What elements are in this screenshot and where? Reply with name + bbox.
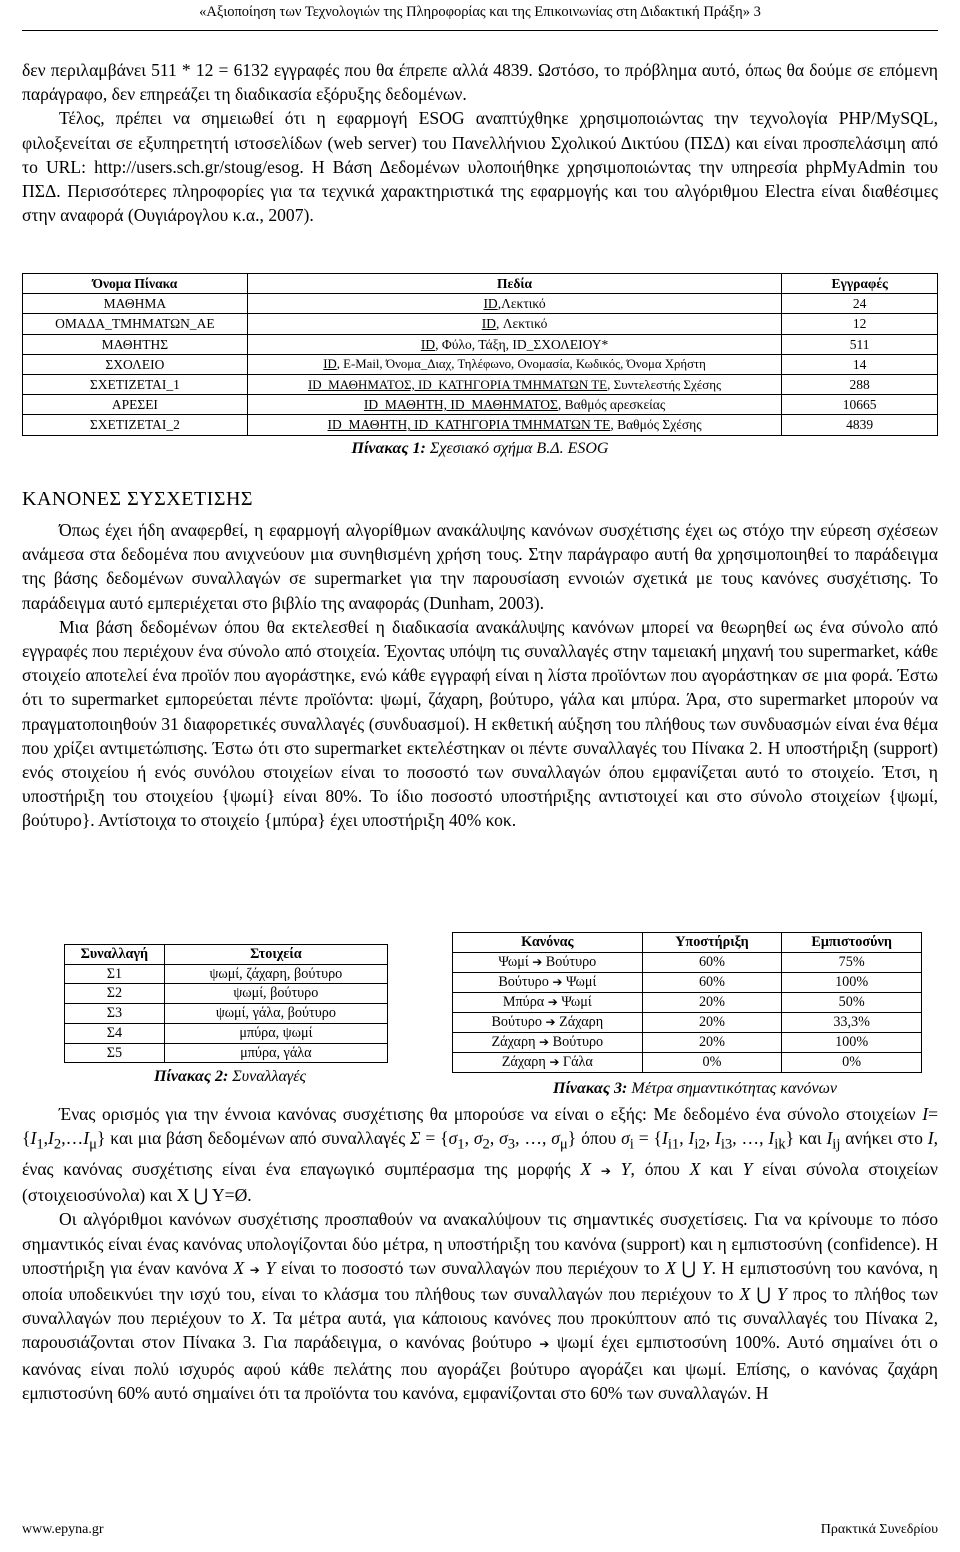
running-header: «Αξιοποίηση των Τεχνολογιών της Πληροφορίας και της Επικοινωνίας στη Διδακτική Πράξη» 3 [199, 4, 761, 20]
table-row [65, 964, 388, 984]
column-header: Κανόνας [453, 933, 643, 953]
transaction-cell: Σ5 [65, 1043, 165, 1063]
table-row [65, 984, 388, 1004]
table-name-cell: ΜΑΘΗΜΑ [23, 294, 248, 314]
records-cell: 12 [782, 314, 938, 334]
rule-consequent: Ψωμί [565, 974, 597, 990]
column-header: Στοιχεία [164, 945, 387, 965]
table-row [23, 375, 938, 395]
records-cell: 24 [782, 294, 938, 314]
rule-antecedent: Ψωμί [498, 954, 529, 970]
table-row [453, 993, 922, 1013]
arrow-right-icon: ➔ [549, 1055, 560, 1069]
other-fields: , Συντελεστής Σχέσης [607, 377, 722, 393]
primary-key: ID [420, 336, 436, 352]
fields-cell [247, 314, 782, 334]
primary-key: ID_ΜΑΘΗΤΗ, ID_ΜΑΘΗΜΑΤΟΣ [363, 397, 558, 413]
primary-key: ID_ΜΑΘΗΤΗ, ID_ΚΑΤΗΓΟΡΙΑ ΤΜΗΜΑΤΩΝ ΤΕ [327, 417, 611, 433]
rule-consequent: Βούτυρο [545, 954, 597, 970]
column-header: Εμπιστοσύνη [782, 933, 922, 953]
column-header: Όνομα Πίνακα [23, 274, 248, 294]
table-row [23, 415, 938, 435]
confidence-cell: 100% [782, 1033, 922, 1053]
measures-paragraph: Οι αλγόριθμοι κανόνων συσχέτισης προσπαθούν να ανακαλύψουν τις σημαντικές συσχετίσεις. Για να κρίνουμε το πόσο σημαντικός είναι ένας κανόνας υπολογίζονται δύο μέτρα, η υποστήριξη του κανόνα (support) και η εμπιστοσύνη (confidence). Η υποστήριξη για έναν κανόνα X ➔ Y είναι το ποσοστό των συναλλαγών που περιέχουν το X ⋃ Y. Η εμπιστοσύνη του κανόνα, η οποία υποδεικνύει την ισχύ του, είναι το κλάσμα του πλήθους των συναλλαγών που περιέχουν το X ⋃ Y προς το πλήθος των συναλλαγών που περιέχουν το X. Τα μέτρα αυτά, για κάποιους κανόνες που προκύπτουν από τις συναλλαγές του Πίνακα 2, παρουσιάζονται στον Πίνακα 3. Για παράδειγμα, ο κανόνας βούτυρο ➔ ψωμί έχει εμπιστοσύνη 100%. Αυτό σημαίνει ότι ο κανόνας είναι πολύ ισχυρός αφού κάθε πελάτης που αγοράζει βούτυρο αγοράζει και ψωμί. Επίσης, ο κανόνας ζαχάρη εμπιστοσύνη 60% αυτό σημαίνει ότι τα προϊόντα του κανόνα, εμφανίζονται στο 60% των συναλλαγών. Η [22, 1209, 939, 1403]
rule-antecedent: Βούτυρο [491, 1014, 542, 1030]
table-row [65, 1004, 388, 1024]
items-cell: ψωμί, γάλα, βούτυρο [164, 1004, 387, 1024]
confidence-cell: 75% [782, 953, 922, 973]
column-header: Υποστήριξη [642, 933, 782, 953]
table-name-cell: ΜΑΘΗΤΗΣ [23, 334, 248, 354]
column-header: Συναλλαγή [65, 945, 165, 965]
table-row [453, 1053, 922, 1073]
support-cell: 60% [642, 953, 782, 973]
table-row [65, 1043, 388, 1063]
caption-label: Πίνακας 3: [553, 1080, 628, 1097]
items-cell: μπύρα, γάλα [164, 1043, 387, 1063]
rule-consequent: Γάλα [562, 1054, 593, 1070]
rule-consequent: Ζάχαρη [559, 1014, 604, 1030]
caption-text: Συναλλαγές [228, 1068, 307, 1085]
table-1-caption [22, 440, 938, 458]
table-name-cell: ΟΜΑΔΑ_ΤΜΗΜΑΤΩΝ_ΑΕ [23, 314, 248, 334]
rule-cell [453, 993, 643, 1013]
table-row [23, 354, 938, 374]
caption-text: Σχεσιακό σχήμα Β.Δ. ESOG [425, 440, 609, 457]
support-cell: 20% [642, 1033, 782, 1053]
paragraph: Όπως έχει ήδη αναφερθεί, η εφαρμογή αλγορίθμων ανακάλυψης κανόνων συσχέτισης έχει ως στόχο την εύρεση σχέσεων ανάμεσα στα δεδομένα που ανιχνεύουν μια συνηθισμένη χρήση τους. Στην παράγραφο αυτή θα χρησιμοποιηθεί το παράδειγμα της βάσης δεδομένων συναλλαγών σε supermarket για την παρουσίαση εννοιών σχετικά με τους κανόνες συσχέτισης. Το παράδειγμα αυτό εμπεριέχεται στο βιβλίο της αναφοράς (Dunham, 2003). [22, 520, 938, 613]
table-row [453, 973, 922, 993]
arrow-right-icon: ➔ [249, 1262, 260, 1277]
table-header-row [453, 933, 922, 953]
support-cell: 20% [642, 1013, 782, 1033]
rule-antecedent: Βούτυρο [498, 974, 549, 990]
support-cell: 20% [642, 993, 782, 1013]
table-name-cell: ΣΧΕΤΙΖΕΤΑΙ_2 [23, 415, 248, 435]
table-row [23, 334, 938, 354]
other-fields: , Βαθμός αρεσκείας [557, 397, 666, 413]
other-fields: ,Λεκτικό [497, 296, 546, 312]
arrow-right-icon: ➔ [547, 995, 558, 1009]
other-fields: , Βαθμός Σχέσης [610, 417, 702, 433]
items-cell: ψωμί, ζάχαρη, βούτυρο [164, 964, 387, 984]
other-fields: , Φύλο, Τάξη, ID_ΣΧΟΛΕΙΟΥ* [435, 336, 609, 352]
rule-cell [453, 973, 643, 993]
column-header: Εγγραφές [782, 274, 938, 294]
fields-cell [247, 375, 782, 395]
rule-cell [453, 1053, 643, 1073]
primary-key: ID [323, 356, 337, 371]
table-3-caption [452, 1080, 938, 1098]
records-cell: 4839 [782, 415, 938, 435]
primary-key: ID [481, 316, 496, 332]
table-row [65, 1023, 388, 1043]
table-header-row [23, 274, 938, 294]
records-cell: 511 [782, 334, 938, 354]
footer-website: www.epyna.gr [22, 1522, 104, 1537]
transaction-cell: Σ3 [65, 1004, 165, 1024]
table-row [23, 314, 938, 334]
table-header-row [65, 945, 388, 965]
confidence-cell: 0% [782, 1053, 922, 1073]
table-row [453, 1033, 922, 1053]
confidence-cell: 50% [782, 993, 922, 1013]
intro-text [22, 58, 938, 227]
transaction-cell: Σ4 [65, 1023, 165, 1043]
items-cell: μπύρα, ψωμί [164, 1023, 387, 1043]
support-cell: 0% [642, 1053, 782, 1073]
table-2-caption [110, 1068, 350, 1086]
rule-consequent: Ψωμί [561, 994, 592, 1010]
table-row [23, 294, 938, 314]
intro-paragraph-2: Τέλος, πρέπει να σημειωθεί ότι η εφαρμογή ESOG αναπτύχθηκε χρησιμοποιώντας την τεχνολογία PHP/MySQL, φιλοξενείται σε εξυπηρετητή ιστοσελίδων (web server) του Πανελλήνιου Σχολικού Δικτύου (ΠΣΔ) και είναι προσπελάσιμη από το URL: http://users.sch.gr/stoug/esog. Η Βάση Δεδομένων υλοποιήθηκε χρησιμοποιώντας την υπηρεσία phpMyAdmin του ΠΣΔ. Περισσότερες πληροφορίες για τα τεχνικά χαρακτηριστικά της εφαρμογής και του αλγόριθμου Electra είναι διαθέσιμες στην αναφορά (Ουγιάρογλου κ.α., 2007). [22, 108, 938, 226]
other-fields: , E-Mail, Όνομα_Διαχ, Τηλέφωνο, Ονομασία, Κωδικός, Όνομα Χρήστη [336, 356, 706, 371]
arrow-right-icon: ➔ [545, 1015, 556, 1029]
table-row [453, 953, 922, 973]
arrow-right-icon: ➔ [552, 975, 563, 989]
fields-cell [247, 354, 782, 374]
records-cell: 10665 [782, 395, 938, 415]
items-cell: ψωμί, βούτυρο [164, 984, 387, 1004]
arrow-right-icon: ➔ [532, 955, 543, 969]
header-rule [22, 30, 938, 31]
paragraph: Μια βάση δεδομένων όπου θα εκτελεσθεί η διαδικασία ανακάλυψης κανόνων μπορεί να θεωρηθεί ως ένα σύνολο από εγγραφές που περιέχουν ένα σύνολο από στοιχεία. Έχοντας υπόψη τις συναλλαγές στην ταμειακή μηχανή του supermarket, κάθε στοιχείο αποτελεί ένα προϊόν που αγοράστηκε, ενώ κάθε εγγραφή είναι η λίστα προϊόντων που αγοράστηκαν σε μια φορά. Έστω ότι το supermarket εμπορεύεται πέντε προϊόντα: ψωμί, ζάχαρη, βούτυρο, γάλα και μπύρα. Άρα, στο supermarket μπορούν να πραγματοποιηθούν 31 διαφορετικές συναλλαγές (συνδυασμοί). Η εκθετική αύξηση του πλήθους των συνδυασμών είναι ένα θέμα που χρίζει αντιμετώπισης. Έστω ότι στο supermarket εκτελέστηκαν οι πέντε συναλλαγές του Πίνακα 2. Η υποστήριξη (support) ενός στοιχείου ή ενός συνόλου στοιχείων είναι το ποσοστό των συναλλαγών όπου εμφανίζεται αυτό το στοιχείο. Έτσι, η υποστήριξη του στοιχείου {ψωμί} είναι 80%. Το ίδιο ποσοστό υποστήριξης αντιστοιχεί και στο σύνολο στοιχείων {ψωμί, βούτυρο}. Αντίστοιχα το στοιχείο {μπύρα} έχει υποστήριξη 40% κοκ. [22, 616, 938, 831]
rule-cell [453, 1033, 643, 1053]
intro-paragraph-1: δεν περιλαμβάνει 511 * 12 = 6132 εγγραφές που θα έπρεπε αλλά 4839. Ωστόσο, το πρόβλημα αυτό, όπως θα δούμε σε επόμενη παράγραφο, δεν επηρεάζει τη διαδικασία εξόρυξης δεδομένων. [22, 60, 938, 105]
fields-cell [247, 334, 782, 354]
column-header: Πεδία [247, 274, 782, 294]
fields-cell [247, 395, 782, 415]
arrow-right-icon: ➔ [539, 1035, 550, 1049]
section-heading: ΚΑΝΟΝΕΣ ΣΥΣΧΕΤΙΣΗΣ [22, 488, 254, 510]
fields-cell [247, 294, 782, 314]
rule-cell [453, 1013, 643, 1033]
rule-antecedent: Ζάχαρη [491, 1034, 536, 1050]
records-cell: 288 [782, 375, 938, 395]
table-3-rule-metrics [452, 932, 922, 1073]
arrow-right-icon: ➔ [539, 1337, 550, 1352]
fields-cell [247, 415, 782, 435]
rule-consequent: Βούτυρο [552, 1034, 604, 1050]
caption-label: Πίνακας 2: [153, 1068, 229, 1085]
support-cell: 60% [642, 973, 782, 993]
records-cell: 14 [782, 354, 938, 374]
confidence-cell: 33,3% [782, 1013, 922, 1033]
transaction-cell: Σ1 [65, 964, 165, 984]
section-text [22, 518, 938, 833]
confidence-cell: 100% [782, 973, 922, 993]
other-fields: , Λεκτικό [496, 316, 548, 332]
arrow-right-icon: ➔ [600, 1163, 611, 1178]
transaction-cell: Σ2 [65, 984, 165, 1004]
table-2-transactions [64, 944, 388, 1063]
definition-text [22, 1102, 938, 1405]
rule-antecedent: Ζάχαρη [501, 1054, 546, 1070]
rule-cell [453, 953, 643, 973]
definition-paragraph: Ένας ορισμός για την έννοια κανόνας συσχέτισης θα μπορούσε να είναι ο εξής: Με δεδομένο ένα σύνολο στοιχείων $I=\{I_1,I_2,\dots I_\mu\}$ και μια βάση δεδομένων από συναλλαγές $\Sigma = \{\sigma_1$, $\sigma_2$, $\sigma_3$, …, $\sigma_\mu$} όπου $\sigma_i = \{I_{i1}$, $I_{i2}$, $I_{i3}$, …, $I_{ik}$} και $I_{ij}$ ανήκει στο I, ένας κανόνας συσχέτισης είναι ένα επαγωγικό συμπέρασμα της μορφής X ➔ Y, όπου X και Y είναι σύνολα στοιχείων (στοιχειοσύνολα) και X ⋃ Y=Ø. [22, 1104, 938, 1206]
caption-label: Πίνακας 1: [351, 440, 426, 457]
primary-key: ID [483, 296, 498, 312]
rule-antecedent: Μπύρα [502, 994, 545, 1010]
table-name-cell: ΣΧΕΤΙΖΕΤΑΙ_1 [23, 375, 248, 395]
caption-text: Μέτρα σημαντικότητας κανόνων [627, 1080, 837, 1097]
footer-proceedings: Πρακτικά Συνεδρίου [820, 1522, 938, 1537]
table-row [23, 395, 938, 415]
table-name-cell: ΑΡΕΣΕΙ [23, 395, 248, 415]
table-row [453, 1013, 922, 1033]
table-1-schema [22, 273, 938, 436]
primary-key: ID_ΜΑΘΗΜΑΤΟΣ, ID_ΚΑΤΗΓΟΡΙΑ ΤΜΗΜΑΤΩΝ ΤΕ [307, 377, 608, 393]
table-name-cell: ΣΧΟΛΕΙΟ [23, 354, 248, 374]
